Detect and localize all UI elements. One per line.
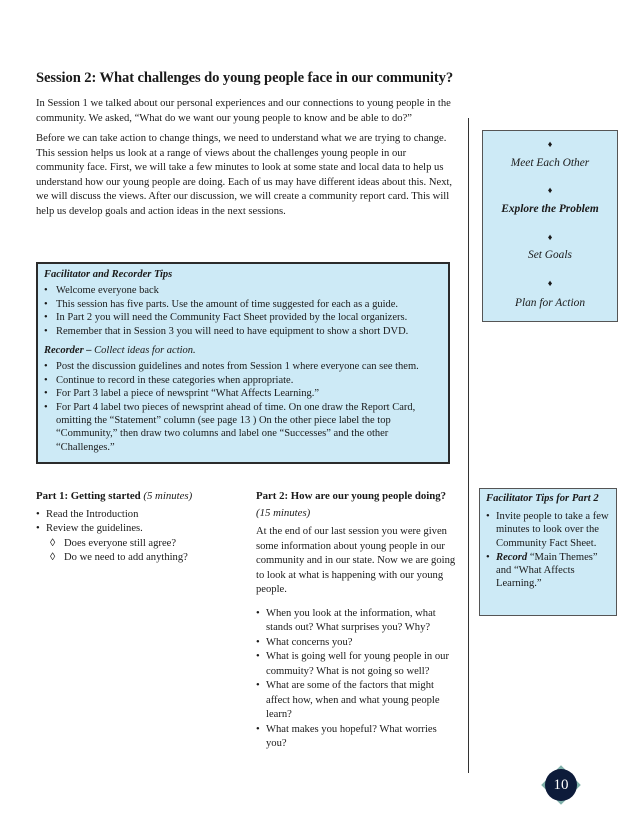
part2-heading: Part 2: How are our young people doing? (15 minutes) [256, 490, 447, 519]
vertical-divider-bottom [468, 478, 469, 773]
recorder-item: • For Part 3 label a piece of newsprint “What Affects Learning.” [44, 387, 442, 400]
part2-tips-heading: Facilitator Tips for Part 2 [486, 493, 599, 504]
tips-item: • Remember that in Session 3 you will need to have equipment to show a short DVD. [44, 325, 442, 338]
part2-item: • What is going well for young people in our commuity? What is not going so well? [256, 650, 456, 679]
intro-paragraph-1: In Session 1 we talked about our personal experiences and our connections to young people in the community. We asked, “What do we want our young people to know and be able to do?” [36, 98, 451, 124]
part2-item: • What makes you hopeful? What worries you? [256, 723, 456, 752]
recorder-label: Recorder – [44, 345, 92, 357]
part1-item: • Read the Introduction [36, 508, 246, 523]
recorder-line [44, 344, 442, 357]
vertical-divider-top [468, 118, 469, 478]
recorder-text: Collect ideas for action. [94, 345, 196, 357]
flow-step-goals: Set Goals [528, 249, 572, 261]
session-title: Session 2: What challenges do young people face in our community? [36, 70, 454, 86]
part2-text: At the end of our last session you were given some information about young people in our community and in our state. Now we are going to look at what is happening with our young people. [256, 526, 456, 595]
part2-item: • What are some of the factors that might affect how, when and what young people learn? [256, 679, 456, 723]
part2-tips-item: • Record “Main Themes” and “What Affects Learning.” [486, 551, 610, 591]
diamond-icon: ♦ [547, 232, 553, 242]
session-flow-box [482, 130, 618, 322]
part2-column [256, 488, 456, 752]
tips-item: • This session has five parts. Use the amount of time suggested for each as a guide. [44, 298, 442, 311]
diamond-icon: ♦ [547, 278, 553, 288]
part2-list [256, 607, 456, 752]
flow-step-plan: Plan for Action [514, 297, 586, 309]
part1-subitem: ◊ Does everyone still agree? [36, 537, 246, 552]
part1-item: • Review the guidelines. [36, 522, 246, 537]
tips-heading: Facilitator and Recorder Tips [44, 269, 173, 280]
intro-text [36, 97, 456, 219]
intro-paragraph-2: Before we can take action to change things, we need to understand what we are trying to change. This session helps us look at a range of views about the challenges young people in our community face. First, we will take a few minutes to look at some state and local data to help us understand how our young people are doing. Each of us may have different ideas about this. Next, we will discuss the views. After our discussion, we will create a community report card. This will help us develop goals and action ideas in the next sessions. [36, 133, 453, 217]
tips-list [44, 284, 442, 338]
diamond-icon: ♦ [547, 185, 553, 195]
part2-item: • When you look at the information, what stands out? What surprises you? Why? [256, 607, 456, 636]
page-number: 10 [545, 769, 577, 801]
part1-time: (5 minutes) [143, 490, 193, 502]
facilitator-recorder-tips-box [36, 262, 450, 464]
recorder-item: • For Part 4 label two pieces of newsprint ahead of time. On one draw the Report Card, omitting the “Statement” column (see page 13 ) On the other piece label the top “Community,” then draw two columns and label one “Successes” and the other “Challenges.” [44, 401, 442, 455]
tips-item: • Welcome everyone back [44, 284, 442, 297]
part2-item: • What concerns you? [256, 636, 456, 651]
part1-list [36, 508, 246, 566]
diamond-icon: ♦ [547, 139, 553, 149]
recorder-item: • Continue to record in these categories when appropriate. [44, 374, 442, 387]
recorder-list [44, 360, 442, 454]
flow-step-meet: Meet Each Other [510, 157, 590, 169]
part2-tips-item: • Invite people to take a few minutes to look over the Community Fact Sheet. [486, 510, 610, 550]
tips-item: • In Part 2 you will need the Community Fact Sheet provided by the local organizers. [44, 311, 442, 324]
flow-step-explore: Explore the Problem [501, 203, 599, 215]
part1-column [36, 489, 246, 566]
part1-heading: Part 1: Getting started (5 minutes) [36, 490, 193, 502]
part2-time: (15 minutes) [256, 507, 311, 519]
recorder-item: • Post the discussion guidelines and notes from Session 1 where everyone can see them. [44, 360, 442, 373]
part1-subitem: ◊ Do we need to add anything? [36, 551, 246, 566]
page-number-badge [541, 765, 581, 805]
part2-tips-list [486, 510, 610, 590]
part2-tips-box [479, 488, 617, 616]
